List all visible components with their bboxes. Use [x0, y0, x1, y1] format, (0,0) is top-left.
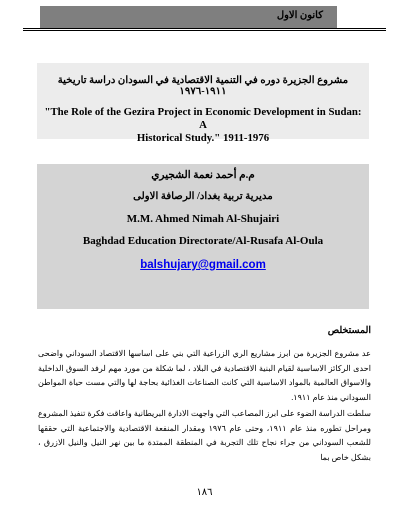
author-affiliation-english: Baghdad Education Directorate/Al-Rusafa Al-Oula: [82, 235, 324, 247]
author-name-english: M.M. Ahmed Nimah Al-Shujairi: [126, 213, 280, 225]
header-rule: [23, 28, 386, 31]
title-arabic: مشروع الجزيرة دوره في التنمية الاقتصادية في السودان دراسة تاريخية ١٩١١-١٩٧٦: [57, 75, 349, 97]
abstract-paragraph-1: عد مشروع الجزيرة من ابرز مشاريع الري الزراعية التي بني على اساسها الاقتصاد السوداني واضحى احدى الركائز الاساسية لقيام البنية الاقتصادية في البلاد ، لما شكلة من مورد مهم لرفد السوق الداخلية والاسواق العالمية بالمواد الاساسية التي كانت الصناعات الغذائية بحاجة لها والتي مست حياة المواطن السوداني منذ عام ١٩١١.: [38, 349, 371, 402]
author-name-arabic: م.م أحمد نعمة الشجيري: [151, 170, 255, 181]
title-english-line1: "The Role of the Gezira Project in Economic Development in Sudan: A: [44, 106, 362, 131]
author-affiliation-arabic: مديرية تربية بغداد/ الرصافة الاولى: [133, 191, 273, 202]
page-number: ١٨٦: [196, 487, 213, 498]
title-block: [37, 63, 369, 144]
author-email-link[interactable]: balshujary@gmail.com: [140, 259, 266, 271]
abstract-paragraph-2: سلطت الدراسة الضوء على ابرز المصاعب التي واجهت الادارة البريطانية واعاقت فكرة تنفيذ المشروع ومراحل تطوره منذ عام ١٩١١، وحتى عام ١٩٧٦ ومقدار المنفعة الاقتصادية والاجتماعية التي حققها للشعب السوداني من جراء نجاح تلك التجربة في المنطقة الممتدة ما بين نهر النيل والنيل الازرق ، بشكل خاص بما: [38, 409, 371, 462]
title-english-line2: Historical Study." 1911-1976: [136, 132, 270, 144]
abstract-heading: المستخلص: [327, 326, 371, 336]
header-bar: [40, 6, 337, 28]
title-english: [37, 106, 369, 145]
author-block: [37, 164, 369, 309]
header-month-label: كانون الاول: [276, 10, 323, 21]
